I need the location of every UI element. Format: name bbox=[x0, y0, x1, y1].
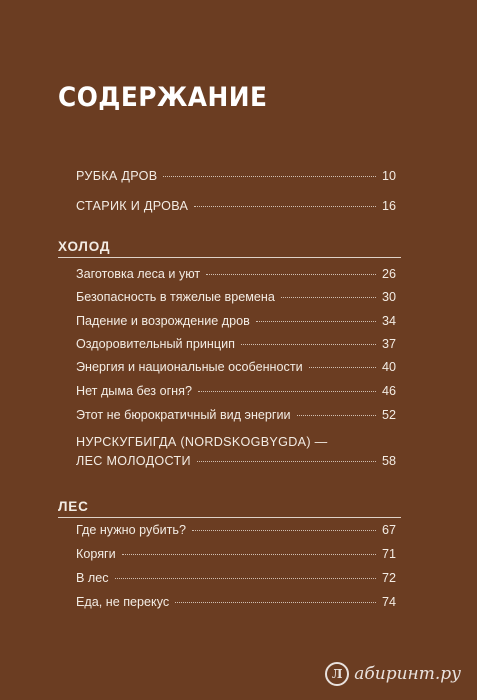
toc-entry-label: Падение и возрождение дров bbox=[76, 314, 250, 328]
dot-leader bbox=[206, 274, 376, 275]
dot-leader bbox=[256, 321, 376, 322]
toc-entry[interactable] bbox=[76, 594, 396, 610]
toc-entry-label: Где нужно рубить? bbox=[76, 523, 186, 537]
toc-entry-label: Этот не бюрократичный вид энергии bbox=[76, 408, 291, 422]
toc-entry-label: Безопасность в тяжелые времена bbox=[76, 290, 275, 304]
toc-entry[interactable] bbox=[76, 313, 396, 329]
toc-entry-label-line1: НУРСКУГБИГДА (NORDSKOGBYGDA) — bbox=[76, 435, 328, 449]
toc-entry[interactable] bbox=[76, 546, 396, 562]
toc-entry-label: Нет дыма без огня? bbox=[76, 384, 192, 398]
toc-entry-page: 37 bbox=[381, 337, 396, 351]
toc-entry-page: 52 bbox=[381, 408, 396, 422]
watermark-text: абиринт.ру bbox=[354, 664, 461, 684]
toc-entry-multiline[interactable] bbox=[76, 433, 396, 471]
toc-entry-label: Еда, не перекус bbox=[76, 595, 170, 609]
toc-entry[interactable] bbox=[76, 289, 396, 305]
toc-entry-label: СТАРИК И ДРОВА bbox=[76, 199, 189, 213]
toc-entry-page: 46 bbox=[381, 384, 396, 398]
dot-leader bbox=[198, 391, 376, 392]
toc-entry-page: 34 bbox=[381, 314, 396, 328]
toc-entry[interactable] bbox=[76, 407, 396, 423]
toc-entry-page: 72 bbox=[381, 571, 396, 585]
dot-leader bbox=[192, 530, 376, 531]
toc-entry-label: РУБКА ДРОВ bbox=[76, 169, 158, 183]
toc-entry-label: Коряги bbox=[76, 547, 116, 561]
toc-entry-page: 16 bbox=[381, 199, 396, 213]
dot-leader bbox=[122, 554, 376, 555]
toc-entry[interactable] bbox=[76, 266, 396, 282]
toc-entry-label: Оздоровительный принцип bbox=[76, 337, 235, 351]
dot-leader bbox=[197, 461, 376, 462]
labirint-logo-icon: Л bbox=[325, 662, 349, 686]
toc-entry-label: В лес bbox=[76, 571, 109, 585]
dot-leader bbox=[241, 344, 376, 345]
dot-leader bbox=[175, 602, 376, 603]
dot-leader bbox=[281, 297, 376, 298]
toc-entry-label: Заготовка леса и уют bbox=[76, 267, 201, 281]
dot-leader bbox=[194, 206, 376, 207]
toc-entry-page: 71 bbox=[381, 547, 396, 561]
toc-entry-page: 30 bbox=[381, 290, 396, 304]
page-title: СОДЕРЖАНИЕ bbox=[58, 82, 268, 113]
toc-entry-page: 10 bbox=[381, 169, 396, 183]
toc-entry-label-line2: ЛЕС МОЛОДОСТИ bbox=[76, 454, 191, 468]
dot-leader bbox=[115, 578, 376, 579]
toc-entry-page: 26 bbox=[381, 267, 396, 281]
section-heading-cold: ХОЛОД bbox=[58, 239, 111, 254]
toc-entry-page: 74 bbox=[381, 595, 396, 609]
toc-entry-page: 67 bbox=[381, 523, 396, 537]
toc-entry[interactable] bbox=[76, 359, 396, 375]
toc-entry[interactable] bbox=[76, 198, 396, 214]
toc-entry[interactable] bbox=[76, 336, 396, 352]
toc-entry[interactable] bbox=[76, 383, 396, 399]
section-divider bbox=[58, 517, 401, 518]
watermark bbox=[325, 662, 461, 686]
dot-leader bbox=[297, 415, 376, 416]
toc-entry[interactable] bbox=[76, 570, 396, 586]
dot-leader bbox=[163, 176, 376, 177]
dot-leader bbox=[309, 367, 376, 368]
section-divider bbox=[58, 257, 401, 258]
toc-entry[interactable] bbox=[76, 522, 396, 538]
toc-entry[interactable] bbox=[76, 168, 396, 184]
toc-entry-page: 58 bbox=[381, 454, 396, 468]
section-heading-forest: ЛЕС bbox=[58, 499, 89, 514]
toc-entry-label: Энергия и национальные особенности bbox=[76, 360, 303, 374]
toc-entry-page: 40 bbox=[381, 360, 396, 374]
